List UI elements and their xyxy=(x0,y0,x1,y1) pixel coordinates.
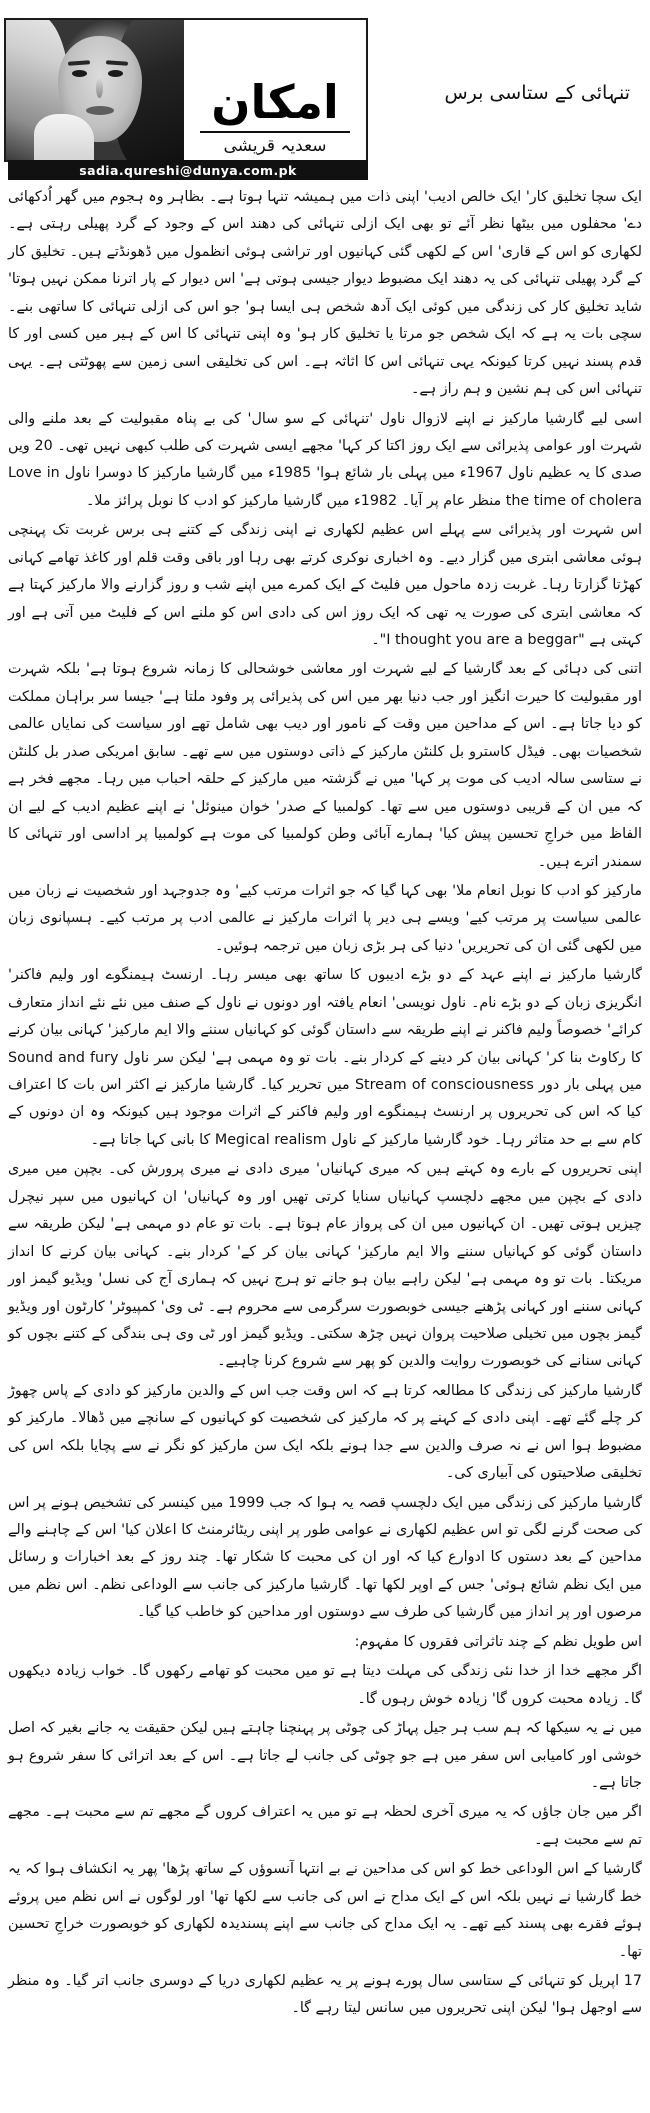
page-title: تنہائی کے ستاسی برس xyxy=(444,82,630,104)
column-logo-frame xyxy=(4,18,368,162)
portrait-nose xyxy=(96,78,103,98)
author-email: sadia.qureshi@dunya.com.pk xyxy=(79,162,297,178)
masthead xyxy=(0,0,650,178)
article-paragraph: اگر مجھے خدا از خدا نئی زندگی کی مہلت دیتا ہے تو میں محبت کو تھامے رکھوں گا۔ خواب زیادہ دیکھوں گا۔ زیادہ محبت کروں گا' زیادہ خوش رہوں گا۔ xyxy=(8,1663,642,1707)
article-paragraph: اسی لیے گارشیا مارکیز نے اپنے لازوال ناول 'تنہائی کے سو سال' کی بے پناہ مقبولیت کے بعد ملنے والی شہرت اور عوامی پذیرائی سے ایک روز اکتا کر کہا' مجھے ایسی شہرت کی طلب کبھی نہیں تھی۔ 20 ویں صدی کا یہ عظیم ناول 1967ء میں پہلی بار شائع ہوا' 1985ء میں گارشیا مارکیز کا دوسرا ناول Love in the time of cholera منظر عام پر آیا۔ 1982ء میں گارشیا مارکیز کو ادب کا نوبل پرائز ملا۔ xyxy=(8,410,643,509)
article-paragraph: مارکیز کو ادب کا نوبل انعام ملا' بھی کہا گیا کہ جو اثرات مرتب کیے' وہ جدوجہد اور شخصیت نے زبان میں عالمی سیاست پر مرتب کیے' ویسے ہی دیر پا اثرات مارکیز نے عالمی ادب پر مرتب کیے۔ ہسپانوی زبان میں لکھی گئی ان کی تحریریں' دنیا کی ہر بڑی زبان میں ترجمہ ہوئیں۔ xyxy=(8,882,642,954)
portrait-mouth xyxy=(86,106,114,115)
article-paragraph: ایک سچا تخلیق کار' ایک خالص ادیب' اپنی ذات میں ہمیشہ تنہا ہوتا ہے۔ بظاہر وہ ہجوم میں گھر اُدکھائی دے' محفلوں میں بیٹھا نظر آئے تو بھی ایک ازلی تنہائی کی دھند اس کے وجود کے گرد پھیلی رہتی ہے۔ لکھاری کو اس کے قاری' اس کے لکھی گئی کہانیوں اور تراشی ہوئی انظمول میں ڈھونڈتے ہیں۔ تخلیق کار کے گرد پھیلی تنہائی کی یہ دھند ایک مضبوط دیوار جیسی ہوتی ہے' اس دیوار کے پار اترنا ممکن نہیں ہوتا' شاید تخلیق کار کی زندگی میں کوئی ایک آدھ شخص ہی ایسا ہو' جو اس کی ازلی تنہائی کا ساتھی بنے۔ سچی بات یہ ہے کہ ایک شخص جو مرتا یا تخلیق کار ہو' وہ اپنی تنہائی کا اس کے ہیر میں کسی اور کا قدم پسند نہیں کرتا کیونکہ یہی تنہائی اس کا اثاثہ ہے۔ اس کی تخلیقی اسی زمین سے پھوٹتی ہے۔ یہی تنہائی اس کی ہم نشین و ہم راز ہے۔ xyxy=(8,189,642,398)
author-email-bar[interactable] xyxy=(8,160,368,180)
article-paragraph: اپنی تحریروں کے بارے وہ کہتے ہیں کہ میری کہانیاں' میری دادی نے میری پرورش کی۔ بچپن میں میری دادی کے بچپن میں مجھے دلچسپ کہانیاں سنایا کرتی تھیں اور وہ کہانیاں' ان کہانیوں میں سپر نیچرل چیزیں ہوتی تھیں۔ ان کہانیوں میں ان کی پرواز عام ہوتا ہے۔ بات تو عام دو مہمی ہے' لیکن طریقہ سے داستان گوئی کو کہانیاں سننے والا ایم مارکیز' کہانی بیان کر کے' کردار بنے۔ کہانی بیان کرنے کا انداز مریکتا۔ بات تو وہ مہمی ہے' لیکن راہے بیان ہو جانے تو ہرج نہیں کہ ہماری آج کی نسل' ویڈیو گیمز اور کہانی سننے اور کہانی پڑھنے جیسی خوبصورت سرگرمی سے محروم ہے۔ ٹی وی' کمپیوٹر' کارٹون اور ویڈیو گیمز بچوں میں تخیلی صلاحیت پروان نہیں چڑھ سکتی۔ ویڈیو گیمز اور ٹی وی ہی بندگی کے کتنے بچوں کو کہانی سنانے کی خوبصورت روایت والدین کو پھر سے شروع کرنا چاہیے۔ xyxy=(8,1161,642,1370)
portrait-eye-right xyxy=(108,70,123,77)
column-logo-word: امکان xyxy=(211,75,339,130)
author-portrait xyxy=(6,20,184,160)
article-paragraph: اگر میں جان جاؤں کہ یہ میری آخری لحظہ ہے تو میں یہ اعتراف کروں گے مجھے تم سے محبت ہے۔ مجھے تم سے محبت ہے۔ xyxy=(8,1804,642,1848)
column-logo-text xyxy=(184,20,366,160)
article-paragraph: میں نے یہ سیکھا کہ ہم سب ہر جیل پہاڑ کی چوٹی پر پہنچنا چاہتے ہیں لیکن حقیقت یہ جانے بغیر کہ اصل خوشی اور کامیابی اس سفر میں ہے جو چوٹی کی جانب لے جاتا ہے۔ اس کے بعد اترائی کا سفر شروع ہو جاتا ہے۔ xyxy=(8,1720,642,1791)
article-paragraph: اس شہرت اور پذیرائی سے پہلے اس عظیم لکھاری نے اپنی زندگی کے کتنے ہی برس غربت تک پہنچی ہوئی معاشی ابتری میں گزار دیے۔ وہ اخباری نوکری کرتے بھی رہا اور باقی وقت قلم اور کاغذ تھامے کہانی کھڑتا گزارتا رہا۔ غربت زدہ ماحول میں فلیٹ کے ایک کمرے میں اپنے شب و روز گزارنے والا مارکیز کہتا ہے کہ معاشی ابتری کی صورت یہ تھی کہ ایک روز اس کی دادی اس کو ملنے اس کے فلیٹ میں آتی ہے اور کہتی ہے "I thought you are a beggar"۔ xyxy=(8,522,642,648)
article-paragraph: گارشیا کے اس الوداعی خط کو اس کی مداحین نے بے انتہا آنسوؤں کے ساتھ پڑھا' پھر یہ انکشاف ہوا کہ یہ خط گارشیا نے نہیں بلکہ اس کے ایک مداح نے اس کی جانب سے لکھا تھا' اور لوگوں نے اس نظم میں پروئے ہوئے فقرے بھی پسند کیے تھے۔ یہ ایک مداح کی جانب سے اپنے پسندیدہ لکھاری کو خوبصورت خراجِ تحسین تھا۔ xyxy=(8,1861,642,1960)
logo-divider xyxy=(200,131,350,133)
article-paragraph: اتنی کی دہائی کے بعد گارشیا کے لیے شہرت اور معاشی خوشحالی کا زمانہ شروع ہوتا ہے' بلکہ شہرت اور مقبولیت کا حیرت انگیز اور جب دنیا بھر میں اس کی پذیرائی پر وفود ملتا ہے' جیسا سر براہان مملکت کو دیا جاتا ہے۔ اس کے مداحین میں وقت کے نامور اور دیب بھی شامل تھے اور سیاست کی نمایاں عالمی شخصیات بھی۔ فیڈل کاسترو بل کلنٹن مارکیز کے ذاتی دوستوں میں سے تھے۔ سابق امریکی صدر بل کلنٹن نے ستاسی سالہ ادیب کی موت پر کہا' میں نے گزشتہ میں مارکیز کے حلقہ احباب میں رہا۔ مجھے فخر ہے کہ میں ان کے قریبی دوستوں میں سے تھا۔ کولمبیا کے صدر' خوان مینوئل' نے اپنے عظیم ادیب کے لیے ان الفاظ میں خراجِ تحسین پیش کیا' ہمارے آبائی وطن کولمبیا کی موت ہے کولمبیا پر اداسی اور تنہائی کا سمندر اترے ہیں۔ xyxy=(8,661,642,870)
portrait-shawl-front xyxy=(34,114,94,160)
masthead-logo-area xyxy=(0,10,368,178)
masthead-title-area xyxy=(368,10,650,168)
article-paragraph: 17 اپریل کو تنہائی کے ستاسی سال پورے ہونے پر یہ عظیم لکھاری دریا کے دوسری جانب اتر گیا۔ وہ منظر سے اوجھل ہوا' لیکن اپنی تحریروں میں سانس لیتا رہے گا۔ xyxy=(8,1973,642,2017)
article-paragraph: گارشیا مارکیز کی زندگی کا مطالعہ کرتا ہے کہ اس وقت جب اس کے والدین مارکیز کو دادی کے پاس چھوڑ کر چلے گئے تھے۔ اپنی دادی کے کہنے پر کہ مارکیز کی شخصیت کو کہانیوں کے سانچے میں ڈھالا۔ مارکیز کو مضبوط ہوا اس نے نہ صرف والدین سے جدا ہونے بلکہ ایک سن مارکیز کو نگر نے سے پچایا بلکہ اس کی تخلیقی صلاحیتوں کی آبیاری کی۔ xyxy=(8,1382,642,1482)
article-paragraph: گارشیا مارکیز کی زندگی میں ایک دلچسپ قصہ یہ ہوا کہ جب 1999 میں کینسر کی تشخیص ہونے پر اس کی صحت گرنے لگی تو اس عظیم لکھاری نے عوامی طور پر اپنی ریٹائرمنٹ کا اعلان کیا' اس کے چاہنے والے مداحین کے بعد دستوں کا ادوارع کیا کہ اور ان کی محبت کا شکار تھا۔ چند روز کے بعد اخبارات و رسائل میں ایک نظم شائع ہوئی' جس کے اوپر لکھا تھا۔ گارشیا مارکیز کی جانب سے الوداعی نظم۔ اس نظم میں مرصوں اور پر انداز میں گارشیا کی طرف سے دوستوں اور مداحین کو خاطب کیا گیا۔ xyxy=(8,1494,642,1621)
article-paragraph: اس طویل نظم کے چند تاثراتی فقروں کا مفہوم: xyxy=(354,1633,642,1650)
article-body xyxy=(0,178,650,2041)
author-name-urdu: سعدیہ قریشی xyxy=(223,136,327,157)
article-paragraph: گارشیا مارکیز نے اپنے عہد کے دو بڑے ادیبوں کا ساتھ بھی میسر رہا۔ ارنسٹ ہیمنگوے اور ولیم فاکنر' انگریزی زبان کے دو بڑے نام۔ ناول نویسی' انعام یافتہ اور دونوں نے ناول کے صنف میں نئے نئے انداز متعارف کرائے' خصوصاً ولیم فاکنر نے اپنے طریقہ سے داستان گوئی کو کہانیاں سننے والا ایم مارکیز' کہانی بیان کرنے کا رکاوٹ بنا کر' کہانی بیان کر دینے کے کردار بنے۔ بات تو وہ مہمی ہے' لیکن سر ناول Sound and fury میں پہلی بار دور Stream of consciousness میں تحریر کیا۔ گارشیا مارکیز نے اکثر اس بات کا اعتراف کیا کہ اس کی تحریروں پر ارنسٹ ہیمنگوے اور ولیم فاکنر کے اثرات موجود ہیں کیونکہ وہ ان دونوں کے کام سے بے حد متاثر رہا۔ خود گارشیا مارکیز کے ناول Megical realism کا بانی کہا جاتا ہے۔ xyxy=(8,967,642,1148)
portrait-eye-left xyxy=(72,70,87,77)
